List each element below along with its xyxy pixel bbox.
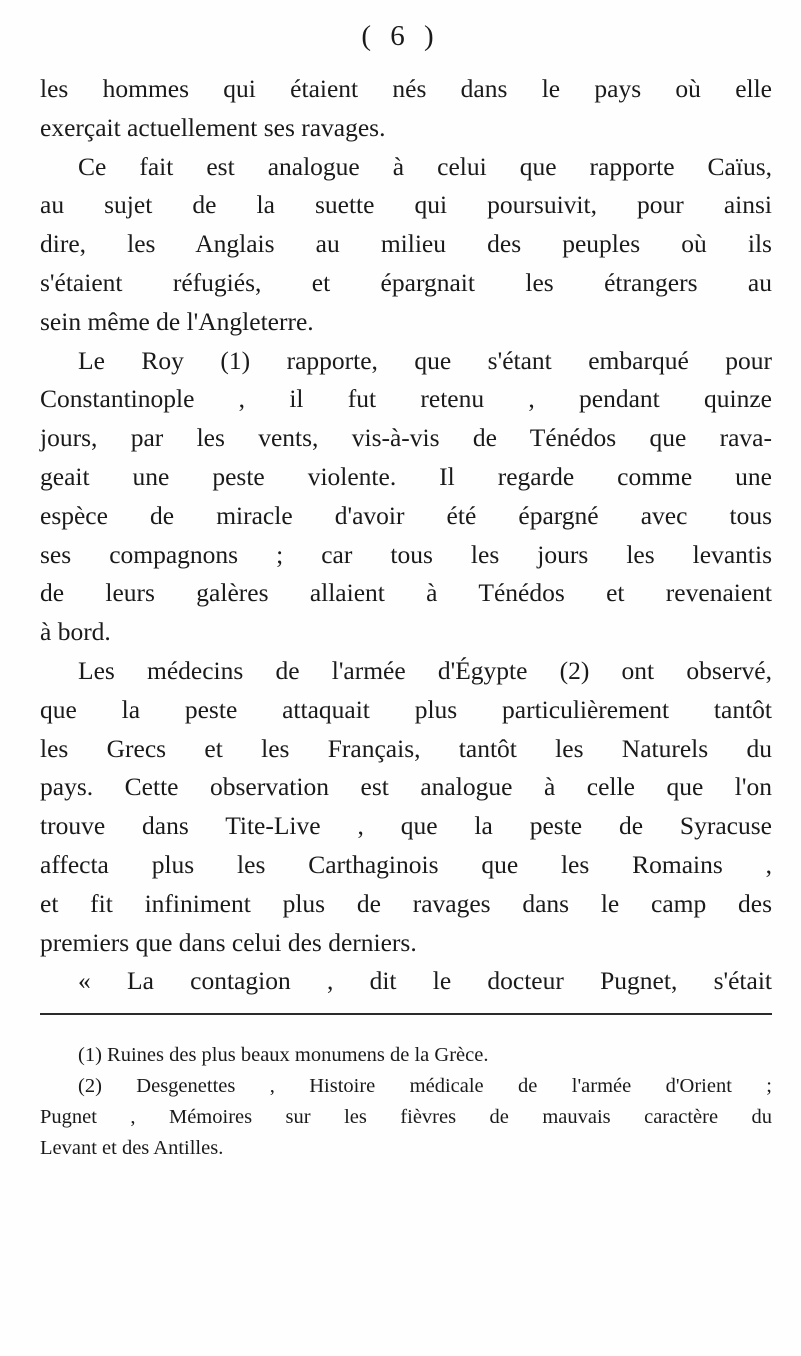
text-line: pays. Cette observation est analogue à celle que l'on <box>40 772 772 802</box>
footnotes <box>40 1040 772 1164</box>
text-line: s'étaient réfugiés, et épargnait les étrangers au <box>40 267 772 297</box>
text-line: de leurs galères allaient à Ténédos et revenaient <box>40 578 772 608</box>
footnote-line: Pugnet , Mémoires sur les fièvres de mauvais caractère du <box>40 1106 772 1128</box>
text-line: Constantinople , il fut retenu , pendant quinze <box>40 384 772 414</box>
text-line: à bord. <box>40 617 111 647</box>
text-line: geait une peste violente. Il regarde comme une <box>40 461 772 491</box>
page-number: ( 6 ) <box>361 20 440 52</box>
text-line: jours, par les vents, vis-à-vis de Ténédos que rava- <box>40 423 772 453</box>
text-line: trouve dans Tite-Live , que la peste de Syracuse <box>40 811 772 841</box>
footnote-line: Levant et des Antilles. <box>40 1137 224 1159</box>
footnote-line: (1) Ruines des plus beaux monumens de la Grèce. <box>78 1044 489 1066</box>
text-line: et fit infiniment plus de ravages dans le camp des <box>40 888 772 918</box>
text-line: premiers que dans celui des derniers. <box>40 927 417 957</box>
text-line: Ce fait est analogue à celui que rapporte Caïus, <box>78 151 772 181</box>
text-line: Le Roy (1) rapporte, que s'étant embarqué pour <box>78 345 772 375</box>
text-line: espèce de miracle d'avoir été épargné avec tous <box>40 500 772 530</box>
main-text <box>40 70 772 1001</box>
text-line: exerçait actuellement ses ravages. <box>40 112 386 142</box>
text-line: les hommes qui étaient nés dans le pays où elle <box>40 74 772 103</box>
text-line: que la peste attaquait plus particulièrement tantôt <box>40 694 772 724</box>
footnote-line: (2) Desgenettes , Histoire médicale de l'armée d'Orient ; <box>78 1075 772 1097</box>
text-line: « La contagion , dit le docteur Pugnet, s'était <box>78 966 772 996</box>
footnote-divider <box>40 1013 772 1015</box>
text-line: au sujet de la suette qui poursuivit, pour ainsi <box>40 190 772 220</box>
text-line: les Grecs et les Français, tantôt les Naturels du <box>40 733 772 763</box>
text-line: Les médecins de l'armée d'Égypte (2) ont observé, <box>78 655 772 685</box>
text-line: affecta plus les Carthaginois que les Romains , <box>40 849 772 879</box>
text-line: dire, les Anglais au milieu des peuples où ils <box>40 229 772 259</box>
text-line: ses compagnons ; car tous les jours les levantis <box>40 539 772 569</box>
text-line: sein même de l'Angleterre. <box>40 306 314 336</box>
